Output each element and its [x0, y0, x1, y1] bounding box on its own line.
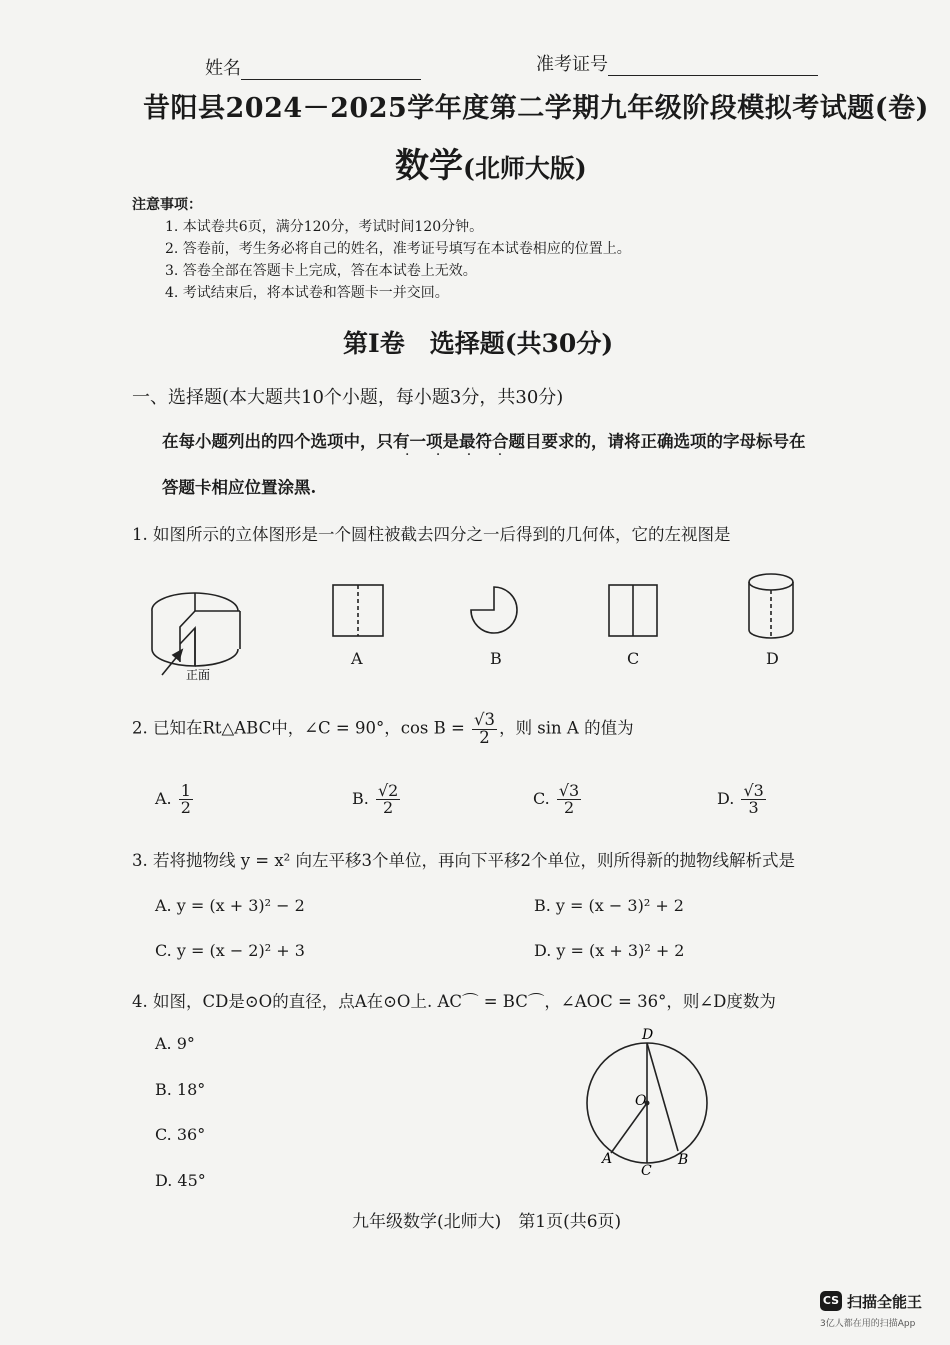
instruction-line: 答题卡相应位置涂黑.: [162, 478, 317, 497]
question-2-stem: 2. 已知在Rt△ABC中，∠C = 90°，cos B = $\frac{√3}{2}$ ，则 sin A 的值为: [132, 710, 634, 747]
edition-label: (北师大版): [463, 154, 587, 183]
subject-heading: [395, 138, 587, 187]
q4-option-d[interactable]: D. 45°: [155, 1171, 206, 1190]
q3-option-d[interactable]: D. y = (x + 3)² + 2: [534, 941, 685, 960]
option-d-figure: [749, 574, 793, 638]
section-title: 第Ⅰ卷 选择题(共30分): [343, 329, 614, 358]
exam-id-blank[interactable]: [608, 57, 818, 76]
cos-b-fraction: $\frac{√3}{2}$: [474, 710, 496, 747]
point-d-label: D: [642, 1027, 654, 1043]
name-label: 姓名: [205, 54, 421, 80]
emphasis-dots: · · · ·: [405, 447, 514, 463]
note-item: 1. 本试卷共6页，满分120分，考试时间120分钟。: [165, 219, 484, 235]
option-c-figure: [609, 585, 657, 636]
option-label[interactable]: C: [627, 649, 640, 668]
instruction-line: 在每小题列出的四个选项中，只有一项是最符合题目要求的，请将正确选项的字母标号在: [162, 432, 806, 451]
point-b-label: B: [678, 1152, 689, 1168]
circle-diagram: [575, 1025, 725, 1175]
question-1-stem: 1. 如图所示的立体图形是一个圆柱被截去四分之一后得到的几何体，它的左视图是: [132, 525, 731, 544]
point-c-label: C: [641, 1163, 652, 1175]
q3-option-b[interactable]: B. y = (x − 3)² + 2: [534, 896, 684, 915]
q3-option-a[interactable]: A. y = (x + 3)² − 2: [155, 896, 305, 915]
q4-option-b[interactable]: B. 18°: [155, 1080, 206, 1099]
subject-title: 数学: [395, 146, 463, 186]
scanner-logo-icon: CS: [820, 1291, 842, 1311]
front-label: 正面: [186, 668, 211, 682]
option-b-figure: [471, 587, 517, 633]
q4-option-a[interactable]: A. 9°: [155, 1034, 195, 1053]
cut-cylinder-figure: [152, 593, 240, 666]
option-label[interactable]: A: [351, 649, 363, 668]
question-4-stem: 4. 如图，CD是⊙O的直径，点A在⊙O上. AC⌒ = BC⌒，∠AOC = 36°，则∠D度数为: [132, 992, 776, 1011]
note-item: 4. 考试结束后，将本试卷和答题卡一并交回。: [165, 285, 449, 301]
exam-id-label: 准考证号: [536, 50, 818, 76]
part-heading: 一、选择题(本大题共10个小题，每小题3分，共30分): [132, 387, 564, 408]
question-3-stem: 3. 若将抛物线 y = x² 向左平移3个单位，再向下平移2个单位，则所得新的抛物线解析式是: [132, 851, 796, 870]
q2-option-c[interactable]: C. $\frac{√3}{2}$: [533, 781, 580, 817]
option-a-figure: [333, 585, 383, 636]
note-item: 2. 答卷前，考生务必将自己的姓名，准考证号填写在本试卷相应的位置上。: [165, 241, 631, 257]
page-footer: 九年级数学(北师大) 第1页(共6页): [352, 1212, 622, 1232]
notes-heading: 注意事项：: [132, 197, 202, 213]
point-o-label: O: [635, 1093, 647, 1109]
q2-option-a[interactable]: A. $\frac{1}{2}$: [155, 781, 191, 817]
q4-option-c[interactable]: C. 36°: [155, 1125, 206, 1144]
point-a-label: A: [602, 1151, 613, 1167]
name-blank[interactable]: [241, 61, 421, 80]
note-item: 3. 答卷全部在答题卡上完成，答在本试卷上无效。: [165, 263, 477, 279]
scanner-watermark: [820, 1288, 930, 1332]
option-label[interactable]: D: [766, 649, 779, 668]
scanner-slogan: 3亿人都在用的扫描App: [820, 1319, 916, 1329]
option-label[interactable]: B: [490, 649, 502, 668]
q2-option-d[interactable]: D. $\frac{√3}{3}$: [717, 781, 764, 817]
q1-figures: [140, 565, 820, 690]
scanner-app-name: 扫描全能王: [847, 1293, 923, 1311]
arrow-icon: [162, 650, 182, 675]
q2-option-b[interactable]: B. $\frac{√2}{2}$: [352, 781, 399, 817]
exam-title: 昔阳县2024－2025学年度第二学期九年级阶段模拟考试题(卷): [143, 93, 929, 124]
q3-option-c[interactable]: C. y = (x − 2)² + 3: [155, 941, 305, 960]
